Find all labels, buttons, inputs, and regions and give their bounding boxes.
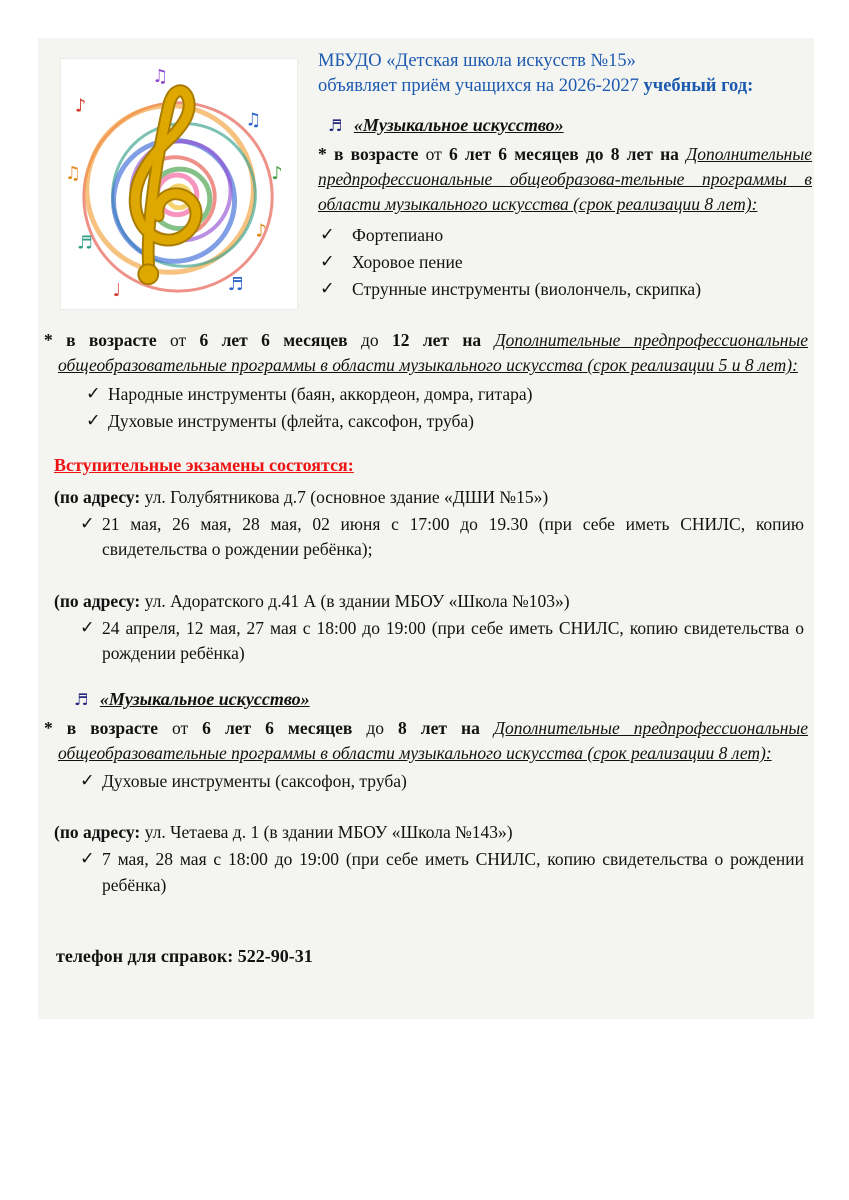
venue-address-2: (по адресу: ул. Адоратского д.41 А (в здании МБОУ «Школа №103») (54, 590, 570, 611)
age-6-8-intro: * в возрасте от 6 лет 6 месяцев до 8 лет на Дополнительные предпрофессиональные общеобразова-тельные программы в области музыкального искусства (срок реализации 8 лет): (318, 143, 812, 215)
list-item-text: Народные инструменты (баян, аккордеон, домра, гитара) (108, 383, 533, 404)
check-icon: ✓ (80, 513, 95, 534)
exam-dates-2 (80, 616, 804, 667)
svg-text:♫: ♫ (245, 109, 262, 131)
check-icon: ✓ (320, 279, 335, 300)
list-item-text: Струнные инструменты (виолончель, скрипка) (352, 279, 702, 300)
music-art-heading-2 (74, 689, 812, 710)
svg-text:♬: ♬ (227, 274, 244, 296)
svg-text:♩: ♩ (112, 280, 121, 302)
exam-dates-2-text: 24 апреля, 12 мая, 27 мая с 18:00 до 19:00 (при себе иметь СНИЛС, копию свидетельства о рождении ребёнка) (102, 618, 804, 664)
list-item-text: Хоровое пение (352, 252, 463, 273)
list-item (318, 277, 812, 302)
music-art-heading-1 (328, 115, 812, 136)
music-art-heading-1-text: «Музыкальное искусство» (353, 114, 564, 135)
svg-text:♫: ♫ (64, 163, 81, 185)
check-icon: ✓ (80, 770, 95, 791)
check-icon: ✓ (320, 224, 335, 245)
check-icon: ✓ (80, 618, 95, 638)
list-item-text: Духовые инструменты (флейта, саксофон, труба) (108, 411, 474, 432)
list-item (318, 250, 812, 275)
music-note-icon: ♬ (74, 689, 89, 709)
list-item-text: Фортепиано (352, 224, 444, 245)
list-item (86, 409, 772, 434)
exam-dates-3-text: 7 мая, 28 мая с 18:00 до 19:00 (при себе иметь СНИЛС, копию свидетельства о рождении ребёнка) (102, 849, 804, 895)
contact-phone: телефон для справок: 522-90-31 (56, 946, 313, 966)
list-item (80, 769, 804, 794)
age-6-8-intro-2: * в возрасте от 6 лет 6 месяцев до 8 лет на Дополнительные предпрофессиональные общеобразовательные программы в области музыкального искусства (срок реализации 8 лет): (44, 717, 808, 764)
programs-list-2 (86, 382, 772, 435)
programs-list-1 (318, 223, 812, 303)
check-icon: ✓ (320, 252, 335, 273)
treble-clef-graphic (61, 59, 297, 309)
check-icon: ✓ (86, 411, 101, 432)
school-name: МБУДО «Детская школа искусств №15» (318, 51, 636, 71)
exam-dates-3 (80, 847, 804, 898)
svg-text:♫: ♫ (152, 65, 169, 87)
top-block (40, 48, 812, 310)
list-item (318, 223, 812, 248)
svg-text:♪: ♪ (74, 95, 87, 117)
flyer-content (38, 38, 814, 1019)
exam-dates-1 (80, 512, 804, 563)
svg-text:♪: ♪ (271, 163, 283, 185)
treble-clef-image (60, 58, 298, 310)
exam-dates-1-text: 21 мая, 26 мая, 28 мая, 02 июня с 17:00 до 19.30 (при себе иметь СНИЛС, копию свидетельства о рождении ребёнка); (102, 513, 804, 560)
admission-announcement: объявляет приём учащихся на 2026-2027 учебный год: (318, 76, 754, 97)
check-icon: ✓ (80, 849, 95, 870)
venue-address-1: (по адресу: ул. Голубятникова д.7 (основное здание «ДШИ №15») (54, 486, 549, 507)
svg-text:♬: ♬ (76, 232, 93, 254)
music-art-heading-2-text: «Музыкальное искусство» (99, 688, 310, 709)
list-item-text: Духовые инструменты (саксофон, труба) (102, 770, 407, 791)
header-column (318, 48, 812, 303)
exams-heading: Вступительные экзамены состоятся: (54, 454, 354, 475)
treble-clef-ball (138, 264, 158, 284)
check-icon: ✓ (86, 383, 101, 404)
music-note-icon: ♬ (328, 115, 343, 135)
age-6-12-intro: * в возрасте от 6 лет 6 месяцев до 12 лет на Дополнительные предпрофессиональные общеобразовательные программы в области музыкального искусства (срок реализации 5 и 8 лет): (44, 330, 809, 376)
svg-text:♪: ♪ (255, 220, 267, 242)
venue-address-3: (по адресу: ул. Четаева д. 1 (в здании МБОУ «Школа №143») (54, 821, 513, 842)
list-item (86, 382, 772, 407)
